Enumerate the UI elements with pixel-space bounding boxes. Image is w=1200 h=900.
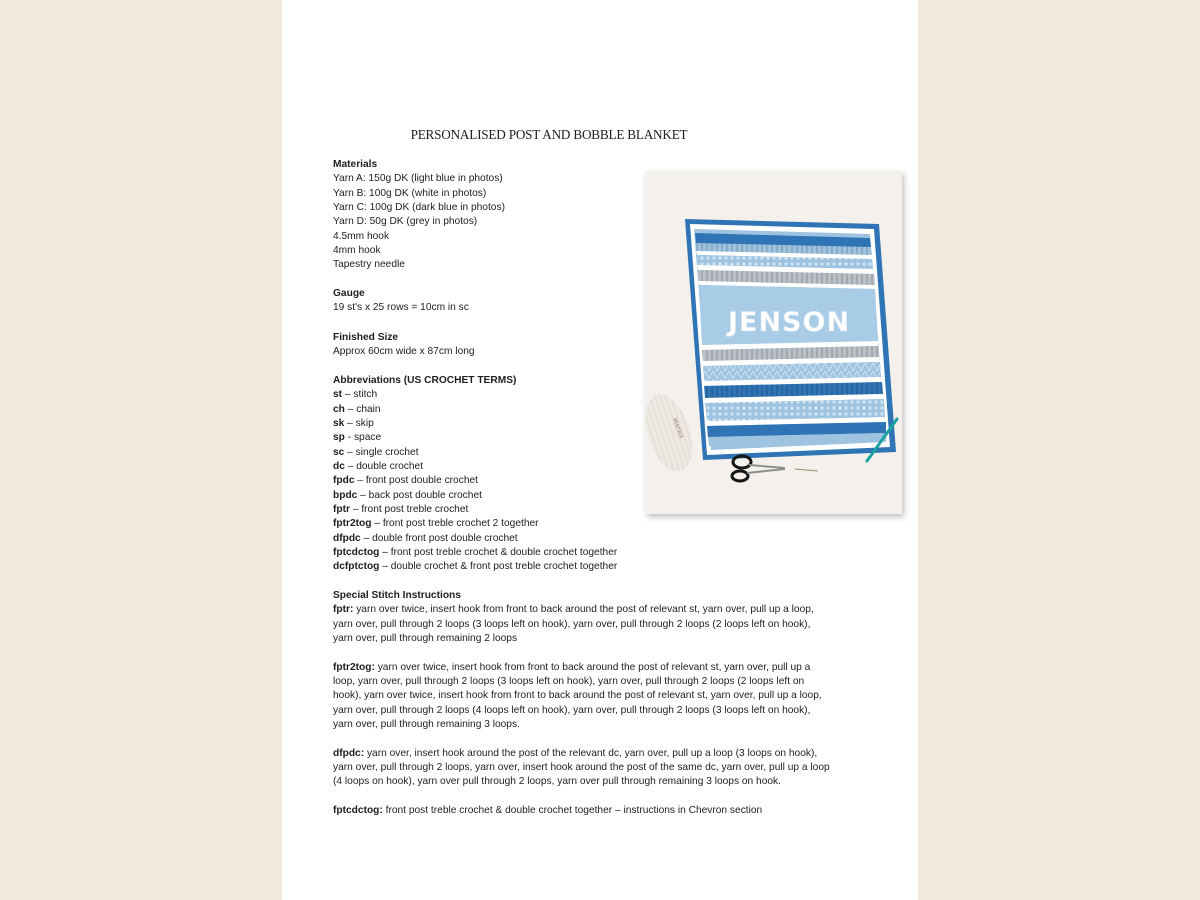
special-stitch-item: fptr: yarn over twice, insert hook from front to back around the post of relevant st, yarn over, pull up a loop, yarn over, pull through 2 loops (3 loops left on hook), yarn over, pull through 2 loops (2 loops left on hook), yarn over, pull through remaining 2 loops: [333, 604, 814, 645]
abbreviation-row: fpdc – front post double crochet: [333, 475, 478, 487]
special-stitch-term: fptr2tog:: [333, 661, 375, 673]
yarn-ball: [645, 388, 701, 477]
special-stitch-term: fptr:: [333, 604, 354, 616]
special-stitch-item: dfpdc: yarn over, insert hook around the post of the relevant dc, yarn over, pull up a loop (3 loops on hook), yarn over, pull through 2 loops, yarn over, insert hook around the post of the same dc, yarn over, pull up a loop (4 loops on hook), yarn over pull through 2 loops, yarn over pull through remaining 3 loops on hook.: [333, 747, 830, 788]
tapestry-needle: [795, 469, 818, 471]
abbreviation-row: ch – chain: [333, 403, 381, 415]
special-stitch-term: fptcdctog:: [333, 805, 383, 817]
blanket-stripes: [695, 233, 886, 446]
special-stitch-heading: Special Stitch Instructions: [333, 590, 461, 601]
materials-section: [333, 158, 505, 273]
materials-item: Yarn C: 100g DK (dark blue in photos): [333, 202, 505, 214]
finished-size-section: [333, 331, 475, 360]
materials-heading: Materials: [333, 159, 378, 170]
special-stitch-section: [333, 589, 830, 819]
abbreviation-row: sp - space: [333, 432, 382, 444]
abbreviation-row: dfpdc – double front post double crochet: [333, 532, 518, 544]
abbreviation-row: sk – skip: [333, 418, 374, 430]
materials-item: 4.5mm hook: [333, 230, 390, 242]
gauge-text: 19 st's x 25 rows = 10cm in sc: [333, 302, 469, 314]
scissors-icon: [732, 456, 785, 481]
abbreviation-row: fptr – front post treble crochet: [333, 504, 469, 516]
materials-item: Tapestry needle: [333, 259, 405, 271]
abbreviation-row: fptcdctog – front post treble crochet & double crochet together: [333, 547, 618, 559]
abbreviations-section: [333, 374, 617, 575]
abbreviation-row: st – stitch: [333, 389, 378, 401]
abbreviation-row: bpdc – back post double crochet: [333, 489, 482, 501]
gauge-heading: Gauge: [333, 288, 365, 299]
materials-item: Yarn B: 100g DK (white in photos): [333, 187, 487, 199]
page-title: PERSONALISED POST AND BOBBLE BLANKET: [410, 127, 688, 142]
blanket-photo: [645, 171, 902, 514]
document-page: [282, 0, 918, 900]
abbreviations-heading: Abbreviations (US CROCHET TERMS): [333, 375, 517, 386]
abbreviation-row: fptr2tog – front post treble crochet 2 together: [333, 518, 539, 530]
abbreviation-row: dcfptctog – double crochet & front post treble crochet together: [333, 561, 618, 573]
blanket-name-text: JENSON: [727, 307, 851, 338]
blanket-illustration: [645, 171, 902, 514]
materials-item: 4mm hook: [333, 245, 381, 257]
abbreviation-row: sc – single crochet: [333, 446, 419, 458]
gauge-section: [333, 287, 469, 316]
materials-item: Yarn D: 50g DK (grey in photos): [333, 216, 478, 228]
yarn-label-text: MINTRIX: [671, 417, 684, 440]
special-stitch-term: dfpdc:: [333, 747, 365, 759]
abbreviation-row: dc – double crochet: [333, 461, 424, 473]
finished-size-heading: Finished Size: [333, 332, 399, 343]
special-stitch-item: fptr2tog: yarn over twice, insert hook from front to back around the post of relevant st, yarn over, pull up a loop, yarn over, pull through 2 loops (3 loops left on hook), yarn over, pull through 2 loops (2 loops left on hook), yarn over twice, insert hook from front to back around the post of relevant st, yarn over, pull up a loop, yarn over, pull through 2 loops (4 loops left on hook), yarn over, pull through 2 loops (3 loops left on hook), yarn over, pull through remaining 3 loops.: [333, 661, 822, 731]
materials-item: Yarn A: 150g DK (light blue in photos): [333, 173, 503, 185]
finished-size-text: Approx 60cm wide x 87cm long: [333, 346, 475, 358]
special-stitch-item: fptcdctog: front post treble crochet & double crochet together – instructions in Chevron section: [333, 805, 763, 817]
